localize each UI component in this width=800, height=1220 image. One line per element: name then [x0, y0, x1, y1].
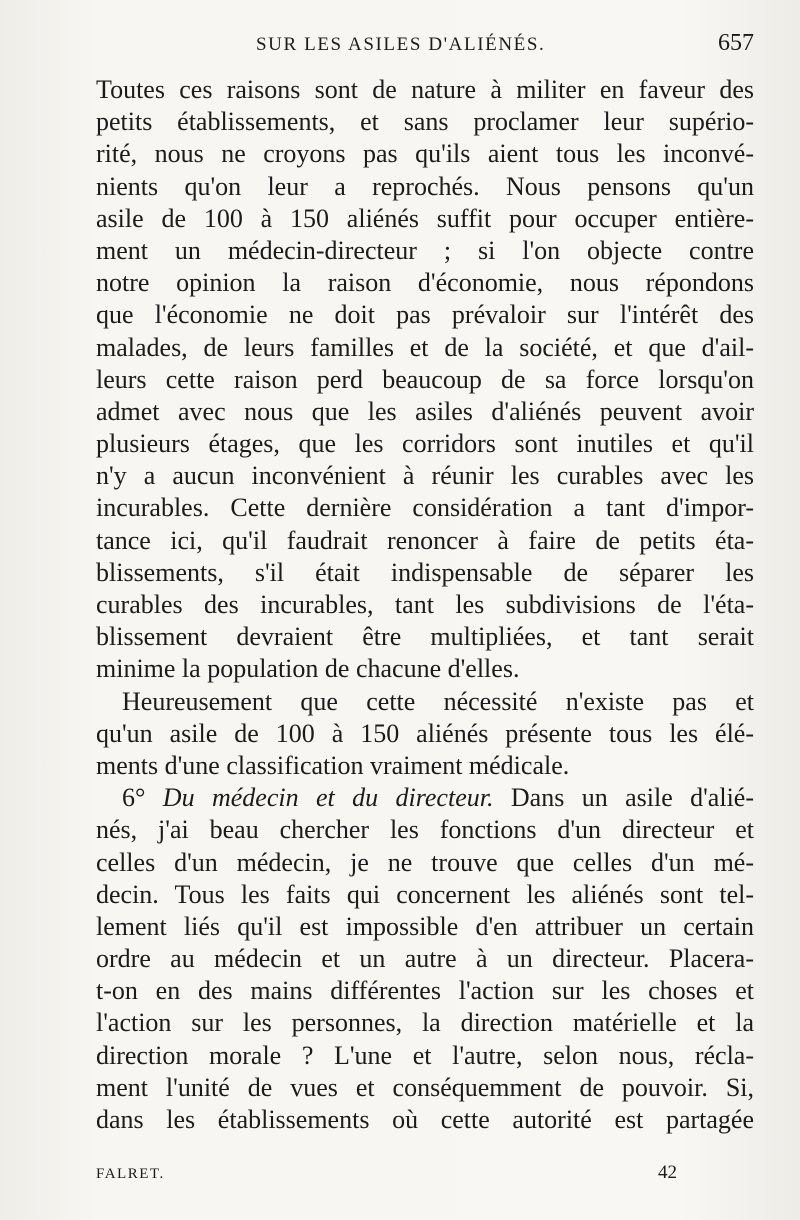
page-footer — [96, 1162, 754, 1192]
text-line: Toutes ces raisons sont de nature à militer en faveur des — [96, 75, 754, 104]
sheet-number: 42 — [658, 1162, 677, 1183]
text-line: petits établissements, et sans proclamer leur supério- — [96, 107, 754, 137]
text-line: nients qu'on leur a reprochés. Nous pensons qu'un — [96, 171, 754, 201]
section-heading: Du médecin et du directeur. — [162, 783, 494, 813]
text-line: leurs cette raison perd beaucoup de sa force lorsqu'on — [96, 364, 754, 394]
text-line: ments d'une classification vraiment médicale. — [96, 750, 570, 780]
text-line: notre opinion la raison d'économie, nous répondons — [96, 268, 754, 298]
text-line: dans les établissements où cette autorité est partagée — [96, 1105, 754, 1134]
section-heading-continuation: Dans un asile d'alié- — [510, 783, 754, 813]
text-line: rité, nous ne croyons pas qu'ils aient tous les inconvé- — [96, 139, 754, 169]
body-text — [96, 74, 754, 1136]
text-line: n'y a aucun inconvénient à réunir les curables avec les — [96, 461, 754, 491]
page-number: 657 — [718, 30, 754, 56]
text-line: l'action sur les personnes, la direction matérielle et la — [96, 1008, 754, 1038]
text-line: Heureusement que cette nécessité n'existe pas et — [122, 686, 754, 716]
signature-mark: FALRET. — [96, 1166, 165, 1182]
text-line: direction morale ? L'une et l'autre, selon nous, récla- — [96, 1040, 754, 1070]
text-line: que l'économie ne doit pas prévaloir sur l'intérêt des — [96, 300, 754, 330]
text-line: qu'un asile de 100 à 150 aliénés présente tous les élé- — [96, 718, 754, 748]
text-line: ment l'unité de vues et conséquemment de pouvoir. Si, — [96, 1072, 754, 1102]
page-header — [96, 30, 754, 68]
text-line: plusieurs étages, que les corridors sont inutiles et qu'il — [96, 429, 754, 459]
text-line: incurables. Cette dernière considération a tant d'impor- — [96, 493, 754, 523]
text-line: celles d'un médecin, je ne trouve que celles d'un mé- — [96, 847, 754, 877]
section-heading-line — [96, 782, 754, 814]
text-line: minime la population de chacune d'elles. — [96, 654, 520, 684]
text-line: malades, de leurs familles et de la société, et que d'ail- — [96, 332, 754, 362]
text-line: nés, j'ai beau chercher les fonctions d'un directeur et — [96, 815, 754, 845]
text-line: admet avec nous que les asiles d'aliénés peuvent avoir — [96, 396, 754, 426]
text-line: blissement devraient être multipliées, et tant serait — [96, 622, 754, 652]
text-line: ment un médecin-directeur ; si l'on objecte contre — [96, 235, 754, 265]
running-title: SUR LES ASILES D'ALIÉNÉS. — [256, 34, 546, 55]
text-line: decin. Tous les faits qui concernent les aliénés sont tel- — [96, 879, 754, 909]
section-number: 6° — [122, 783, 146, 813]
text-line: tance ici, qu'il faudrait renoncer à faire de petits éta- — [96, 525, 754, 555]
text-line: curables des incurables, tant les subdivisions de l'éta- — [96, 590, 754, 619]
text-line: t-on en des mains différentes l'action sur les choses et — [96, 976, 754, 1006]
text-line: blissements, s'il était indispensable de séparer les — [96, 557, 754, 587]
text-line: asile de 100 à 150 aliénés suffit pour occuper entière- — [96, 203, 754, 233]
text-line: ordre au médecin et un autre à un directeur. Placera- — [96, 944, 754, 974]
text-line: lement liés qu'il est impossible d'en attribuer un certain — [96, 911, 754, 941]
